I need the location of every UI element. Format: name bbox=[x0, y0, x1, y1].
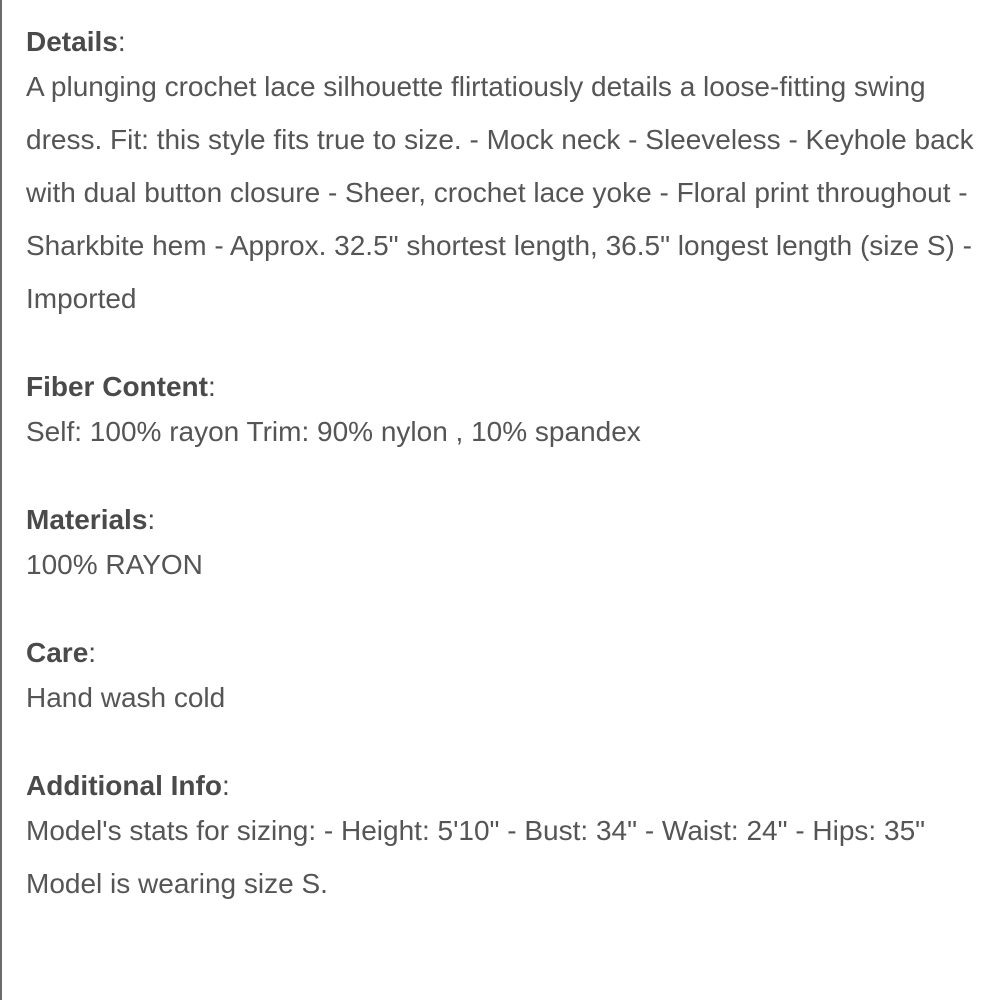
details-heading bbox=[26, 20, 976, 64]
details-colon: : bbox=[117, 26, 126, 57]
left-border bbox=[0, 0, 2, 1000]
materials-colon: : bbox=[147, 504, 156, 535]
details-section bbox=[26, 20, 976, 325]
details-label: Details bbox=[26, 26, 118, 57]
care-colon: : bbox=[88, 637, 97, 668]
additional-info-label: Additional Info bbox=[26, 770, 222, 801]
fiber-content-text: Self: 100% rayon Trim: 90% nylon , 10% spandex bbox=[26, 416, 641, 447]
additional-info-text: Model's stats for sizing: - Height: 5'10" - Bust: 34" - Waist: 24" - Hips: 35" Model is wearing size S. bbox=[26, 815, 926, 899]
care-section bbox=[26, 631, 976, 724]
additional-info-colon: : bbox=[221, 770, 230, 801]
fiber-content-label: Fiber Content bbox=[26, 371, 208, 402]
care-heading bbox=[26, 631, 976, 675]
fiber-content-section bbox=[26, 365, 976, 458]
additional-info-section bbox=[26, 764, 976, 910]
materials-section bbox=[26, 498, 976, 591]
materials-label: Materials bbox=[26, 504, 148, 535]
care-text: Hand wash cold bbox=[26, 682, 226, 713]
materials-text: 100% RAYON bbox=[26, 549, 203, 580]
product-description bbox=[26, 20, 976, 950]
materials-heading bbox=[26, 498, 976, 542]
care-label: Care bbox=[26, 637, 89, 668]
details-text: A plunging crochet lace silhouette flirtatiously details a loose-fitting swing dress. Fit: this style fits true to size. - Mock neck - Sleeveless - Keyhole back with dual button closure - Sheer, crochet lace yoke - Floral print throughout - Sharkbite hem - Approx. 32.5" shortest length, 36.5" longest length (size S) - Imported bbox=[26, 71, 974, 314]
additional-info-heading bbox=[26, 764, 976, 808]
fiber-content-heading bbox=[26, 365, 976, 409]
fiber-content-colon: : bbox=[208, 371, 216, 402]
